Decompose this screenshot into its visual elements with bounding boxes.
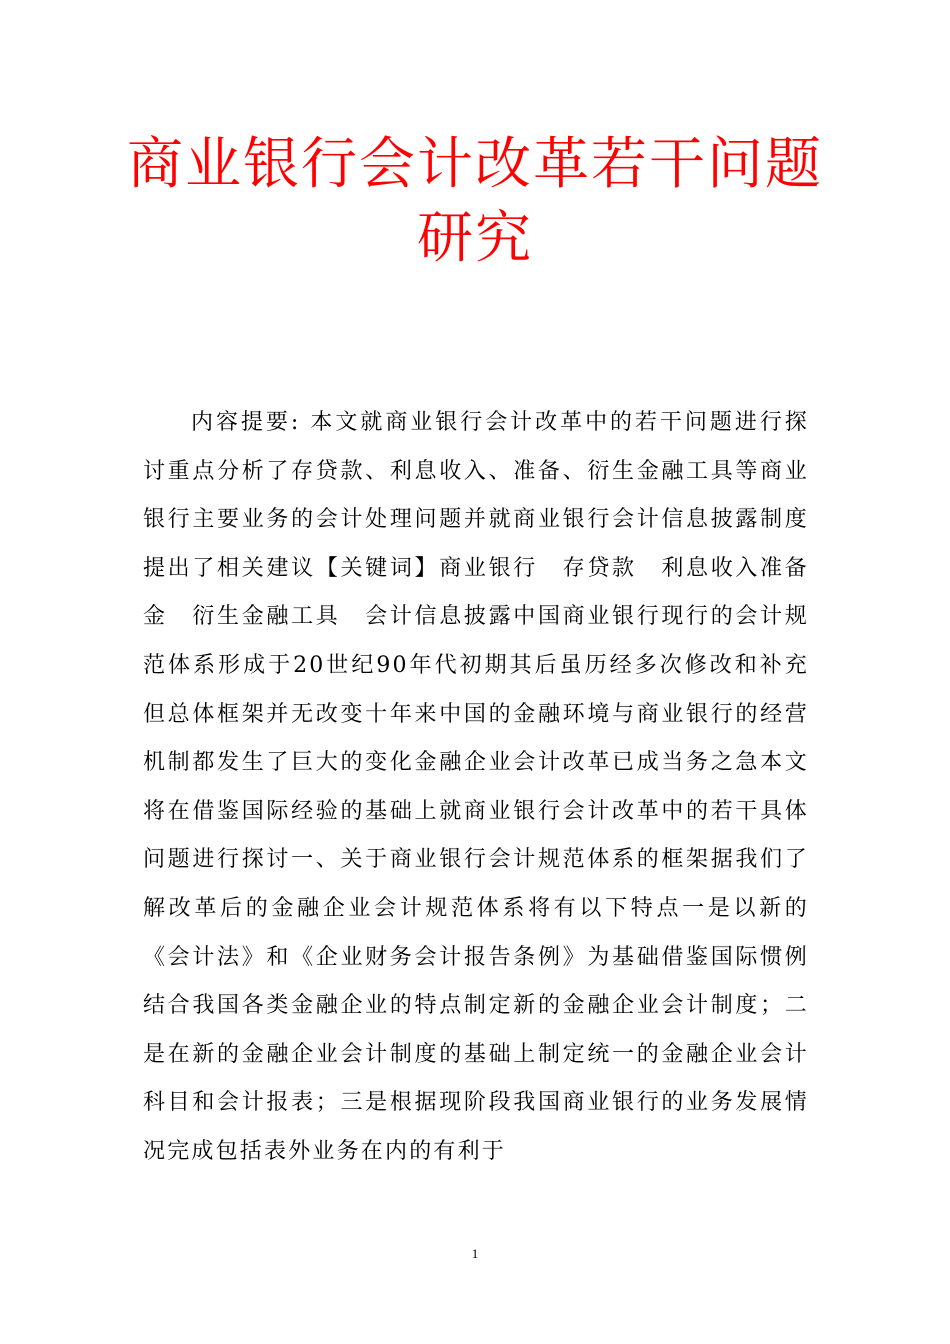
document-body: 内容提要: 本文就商业银行会计改革中的若干问题进行探讨重点分析了存贷款、利息收入、准备、衍生金融工具等商业银行主要业务的会计处理问题并就商业银行会计信息披露制度提出了相关建议【关键词】商业银行 存贷款 利息收入准备金 衍生金融工具 会计信息披露中国商业银行现行的会计规范体系形成于20世纪90年代初期其后虽历经多次修改和补充但总体框架并无改变十年来中国的金融环境与商业银行的经营机制都发生了巨大的变化金融企业会计改革已成当务之急本文将在借鉴国际经验的基础上就商业银行会计改革中的若干具体问题进行探讨一、关于商业银行会计规范体系的框架据我们了解改革后的金融企业会计规范体系将有以下特点一是以新的《会计法》和《企业财务会计报告条例》为基础借鉴国际惯例结合我国各类金融企业的特点制定新的金融企业会计制度；二是在新的金融企业会计制度的基础上制定统一的金融企业会计科目和会计报表；三是根据现阶段我国商业银行的业务发展情况完成包括表外业务在内的有利于 (143, 410, 809, 1164)
page-number: 1 (471, 1246, 479, 1261)
document-title: 商业银行会计改革若干问题研究 (127, 132, 823, 271)
